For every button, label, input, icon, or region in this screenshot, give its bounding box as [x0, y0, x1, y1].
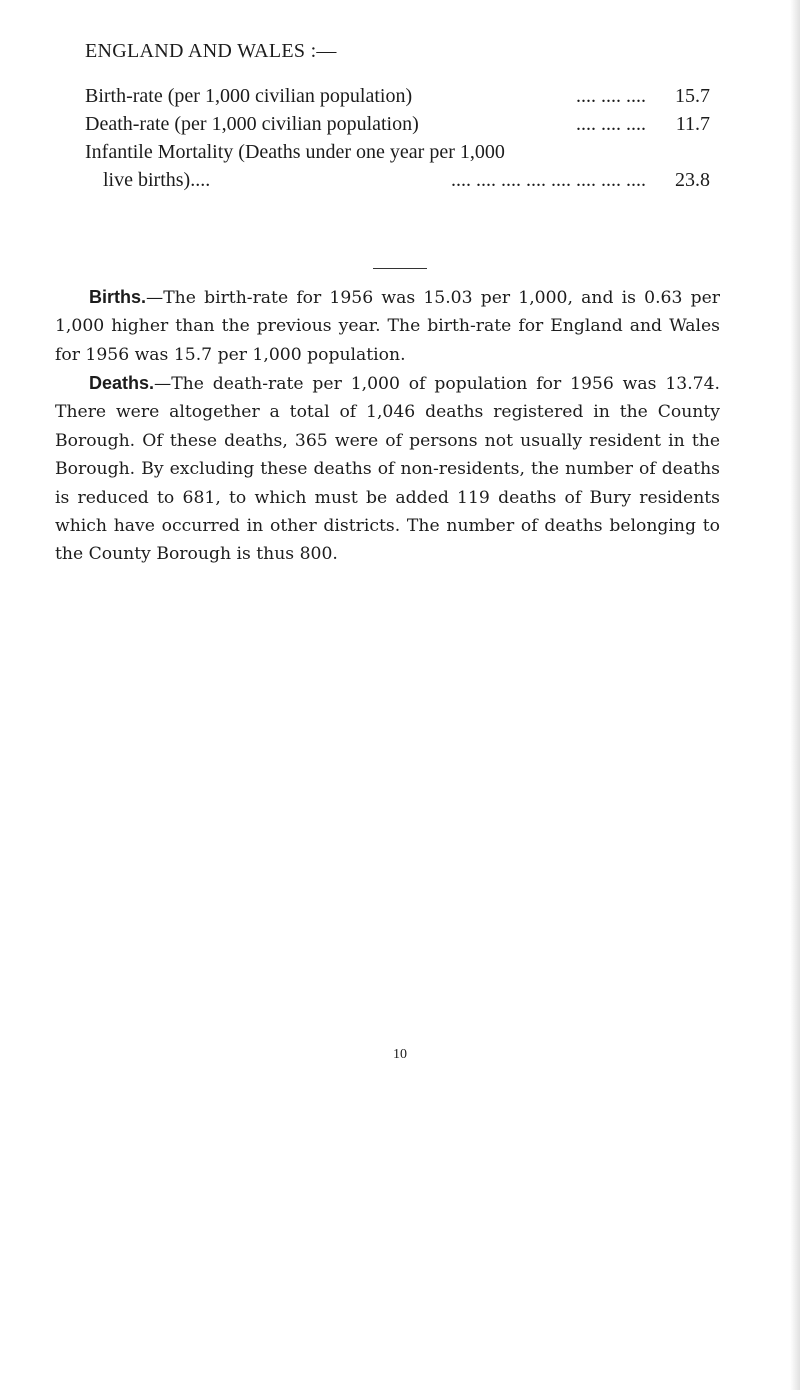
stat-row-infantile-mortality	[85, 166, 710, 194]
stat-value: 23.8	[675, 169, 710, 191]
births-text: —The birth-rate for 1956 was 15.03 per 1,000, and is 0.63 per 1,000 higher than the previous year. The birth-rate for England and Wales for 1956 was 15.7 per 1,000 population.	[55, 288, 720, 365]
section-divider	[373, 268, 427, 269]
statistics-list	[85, 82, 710, 194]
stat-label-infantile-mortality: Infantile Mortality (Deaths under one year per 1,000	[85, 141, 505, 163]
stat-row-birth-rate	[85, 82, 710, 110]
deaths-heading: Deaths.	[89, 373, 155, 393]
dot-leader: .... .... ....	[576, 113, 646, 135]
stat-label: Death-rate (per 1,000 civilian population)	[85, 113, 419, 135]
deaths-text: —The death-rate per 1,000 of population for 1956 was 13.74. There were altogether a total of 1,046 deaths registered in the County Borough. Of these deaths, 365 were of persons not usually resident in the Borough. By excluding these deaths of non-residents, the number of deaths is reduced to 681, to which must be added 119 deaths of Bury residents which have occurred in other districts. The number of deaths belonging to the County Borough is thus 800.	[55, 374, 720, 565]
stat-label: live births)....	[103, 169, 211, 191]
section-heading: ENGLAND AND WALES :—	[85, 40, 337, 62]
dot-leader: .... .... ....	[576, 85, 646, 107]
page-edge-shadow	[790, 0, 800, 1390]
stat-value: 11.7	[675, 113, 710, 135]
stat-row-death-rate	[85, 110, 710, 138]
dot-leader: .... .... .... .... .... .... .... ....	[451, 169, 646, 191]
births-heading: Births.	[89, 287, 147, 307]
stat-value: 15.7	[675, 85, 710, 107]
stat-label: Birth-rate (per 1,000 civilian population)	[85, 85, 413, 107]
births-paragraph	[55, 283, 720, 369]
deaths-paragraph	[55, 369, 720, 569]
page-number: 10	[393, 1047, 407, 1062]
